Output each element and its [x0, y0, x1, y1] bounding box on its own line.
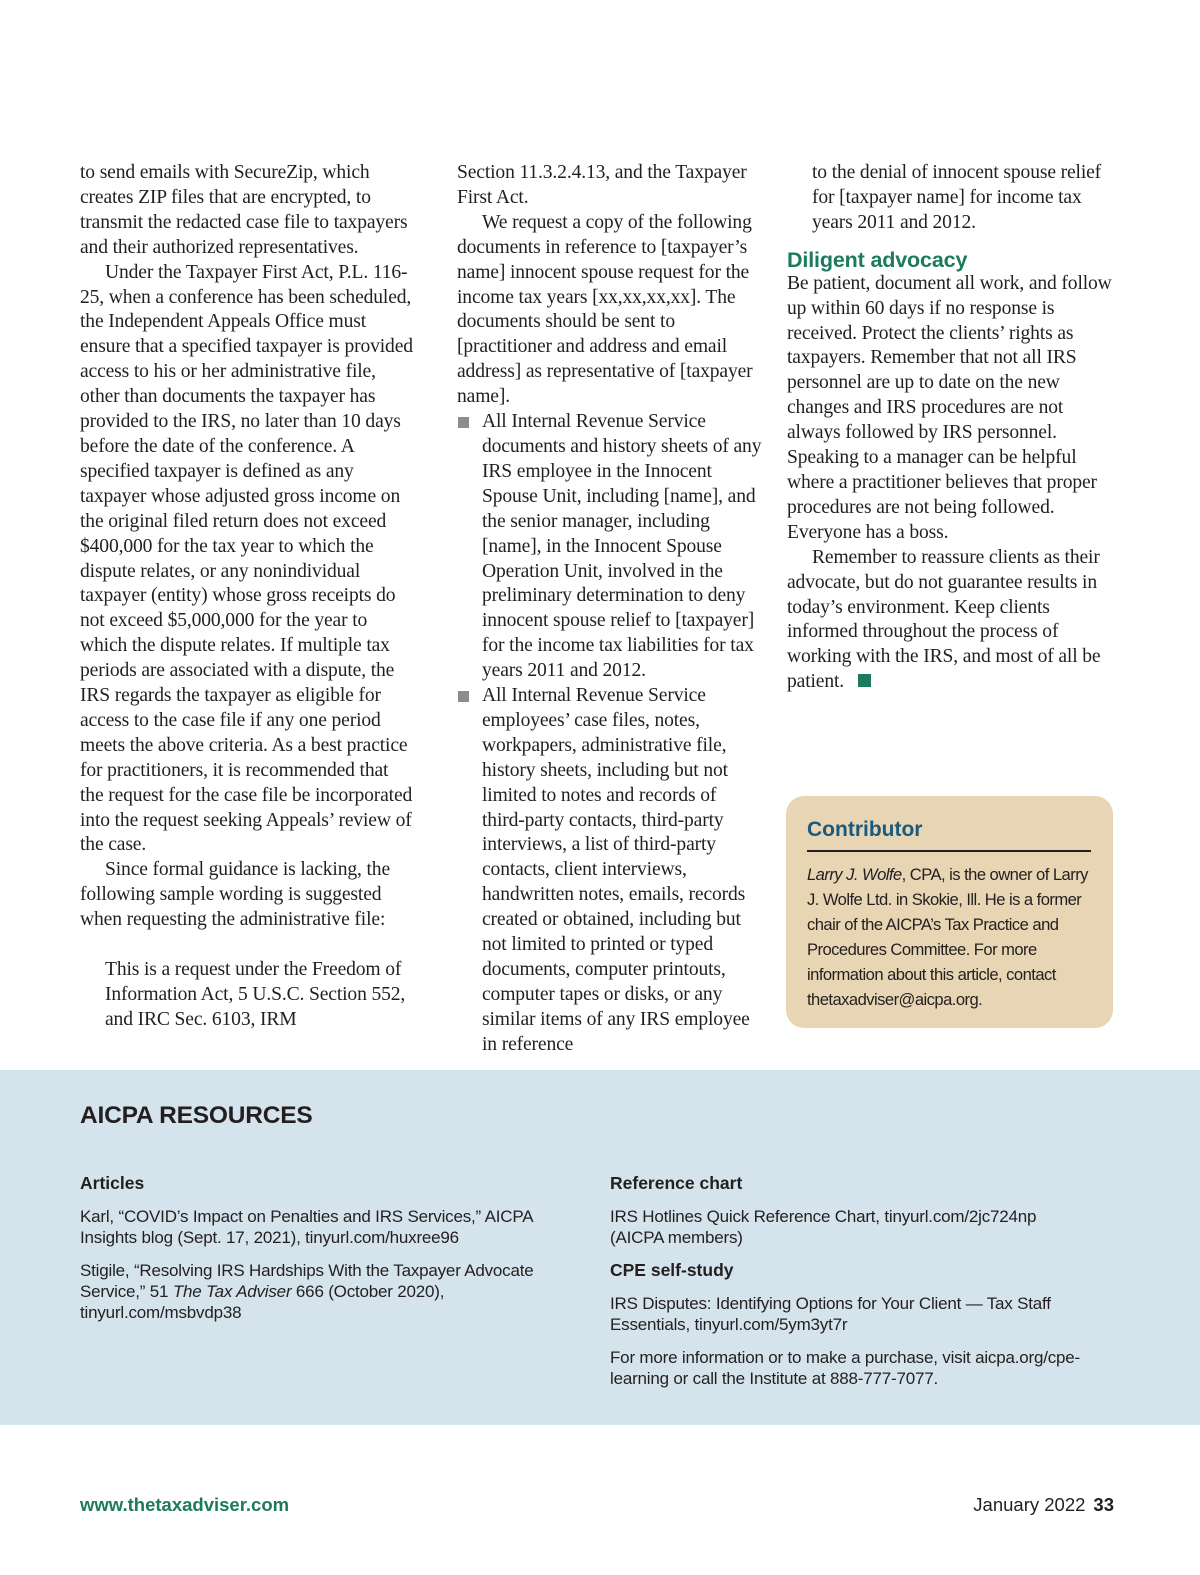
contributor-bio-text: , CPA, is the owner of Larry J. Wolfe Ltd. in Skokie, Ill. He is a former chair of the AICPA’s Tax Practice and Procedures Committee. For more information about this article, contact thetaxadviser@aicpa.org.: [807, 865, 1088, 1009]
article-column-3: [787, 161, 1119, 695]
more-info-text: For more information or to make a purchase, visit aicpa.org/cpe-learning or call the Institute at 888-777-7077.: [610, 1348, 1081, 1388]
article-text: 666 (October 2020), tinyurl.com/msbvdp38: [80, 1282, 445, 1322]
reference-chart-item: IRS Hotlines Quick Reference Chart, tinyurl.com/2jc724np (AICPA members): [610, 1207, 1037, 1247]
paragraph: Be patient, document all work, and follow up within 60 days if no response is received. Protect the clients’ rights as taxpayers. Remember that not all IRS personnel are up to date on the new changes and IRS procedures are not always followed by IRS personnel. Speaking to a manager can be helpful where a practitioner believes that proper procedures are not being followed. Everyone has a boss.: [787, 272, 1112, 543]
resources-title: AICPA RESOURCES: [80, 1102, 313, 1129]
cpe-item: IRS Disputes: Identifying Options for Your Client — Tax Staff Essentials, tinyurl.com/5ym3yt7r: [610, 1294, 1051, 1334]
sample-request-quote: This is a request under the Freedom of Information Act, 5 U.S.C. Section 552, and IRC Sec. 6103, IRM: [105, 959, 406, 1030]
resource-article: Karl, “COVID’s Impact on Penalties and IRS Services,” AICPA Insights blog (Sept. 17, 2021), tinyurl.com/huxree96: [80, 1207, 533, 1247]
articles-heading: Articles: [80, 1173, 145, 1193]
reference-chart-heading: Reference chart: [610, 1173, 743, 1193]
journal-title: The Tax Adviser: [172, 1282, 292, 1301]
footer-issue-info: [973, 1494, 1114, 1516]
cpe-heading: CPE self-study: [610, 1260, 734, 1280]
resources-left-column: [80, 1173, 570, 1335]
end-of-article-square-icon: [858, 674, 871, 687]
page-number: 33: [1093, 1494, 1114, 1515]
article-column-1: [80, 161, 415, 1033]
sample-request-continuation: Section 11.3.2.4.13, and the Taxpayer First Act.: [457, 162, 747, 208]
contributor-bio: [807, 862, 1091, 1012]
closing-paragraph-text: Remember to reassure clients as their advocate, but do not guarantee results in today’s environment. Keep clients informed throughout the process of working with the IRS, and most of all be patient.: [787, 546, 1101, 693]
paragraph: Since formal guidance is lacking, the following sample wording is suggested when requesting the administrative file:: [80, 859, 390, 931]
contributor-box: [786, 796, 1113, 1028]
paragraph: to send emails with SecureZip, which creates ZIP files that are encrypted, to transmit the redacted case file to taxpayers and their authorized representatives.: [80, 162, 408, 258]
article-text: Stigile, “Resolving IRS Hardships With the Taxpayer Advocate Service,” 51: [80, 1261, 534, 1301]
sample-request-paragraph: We request a copy of the following documents in reference to [taxpayer’s name] innocent spouse request for the income tax years [xx,xx,xx,xx]. The documents should be sent to [practitioner and address and email address] as representative of [taxpayer name].: [457, 211, 753, 408]
bullet-continuation: to the denial of innocent spouse relief for [taxpayer name] for income tax years 2011 and 2012.: [812, 162, 1102, 233]
issue-date: January 2022: [973, 1494, 1086, 1515]
resources-right-column: [610, 1173, 1090, 1401]
article-column-2: [457, 161, 762, 1058]
paragraph: [787, 546, 1119, 695]
resource-article: [80, 1260, 570, 1323]
aicpa-resources-panel: [0, 1070, 1200, 1425]
paragraph: Under the Taxpayer First Act, P.L. 116-25, when a conference has been scheduled, the Independent Appeals Office must ensure that a specified taxpayer is provided access to his or her administrative file, other than documents the taxpayer has provided to the IRS, no later than 10 days before the date of the conference. A specified taxpayer is defined as any taxpayer whose adjusted gross income on the original filed return does not exceed $400,000 for the tax year to which the dispute relates, or any nonindividual taxpayer (entity) whose gross receipts do not exceed $5,000,000 for the year to which the dispute relates. If multiple tax periods are associated with a dispute, the IRS regards the taxpayer as eligible for access to the case file if any one period meets the above criteria. As a best practice for practitioners, it is recommended that the request for the case file be incorporated into the request seeking Appeals’ review of the case.: [80, 261, 413, 856]
contributor-name: Larry J. Wolfe: [807, 865, 902, 884]
paragraph-gap: [80, 933, 415, 958]
bullet-item: [457, 410, 762, 684]
square-bullet-icon: [458, 691, 469, 702]
footer-website-link[interactable]: www.thetaxadviser.com: [80, 1494, 290, 1515]
bullet-item: [457, 684, 762, 1058]
bullet-text: All Internal Revenue Service employees’ case files, notes, workpapers, administrative file, history sheets, including but not limited to notes and records of third-party contacts, third-party interviews, a list of third-party contacts, client interviews, handwritten notes, emails, records created or obtained, including but not limited to printed or typed documents, computer printouts, computer tapes or disks, or any similar items of any IRS employee in reference: [482, 685, 750, 1055]
square-bullet-icon: [458, 417, 469, 428]
section-heading: Diligent advocacy: [787, 247, 968, 272]
bullet-text: All Internal Revenue Service documents and history sheets of any IRS employee in the Innocent Spouse Unit, including [name], and the senior manager, including [name], in the Innocent Spouse Operation Unit, involved in the preliminary determination to deny innocent spouse relief to [taxpayer] for the income tax liabilities for tax years 2011 and 2012.: [482, 411, 762, 682]
contributor-title: Contributor: [807, 818, 1091, 852]
